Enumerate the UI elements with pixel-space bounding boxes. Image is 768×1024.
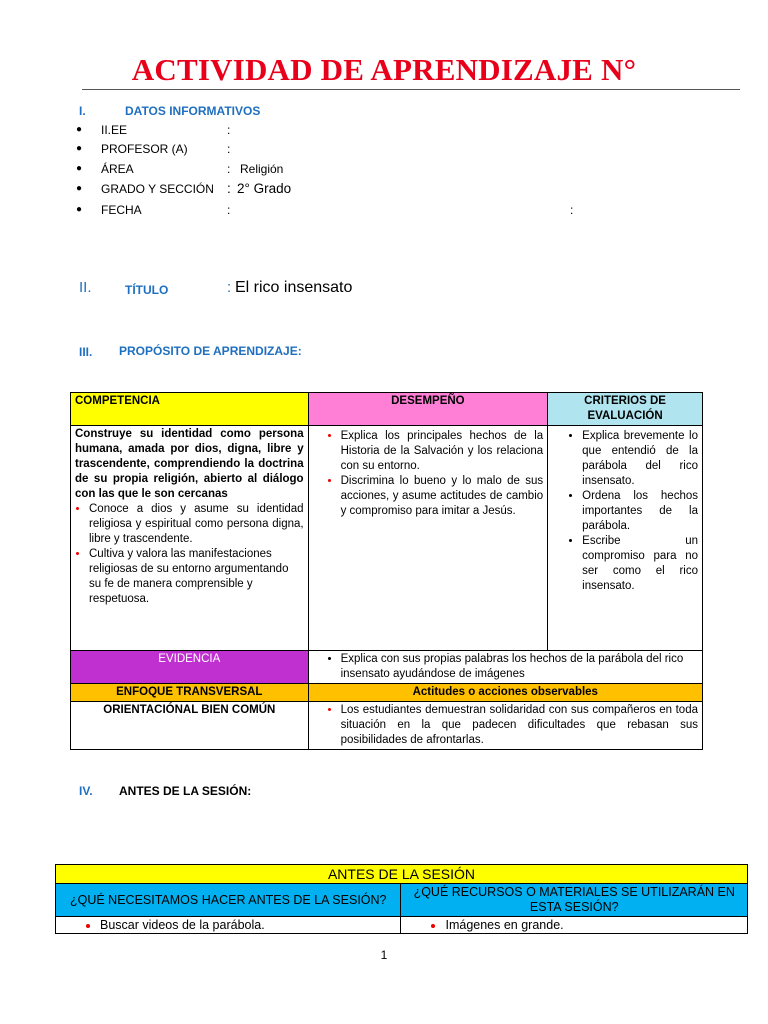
orientacion-cell xyxy=(308,702,702,750)
list-item: • Explica los principales hechos de la Historia de la Salvación y los relaciona con su entorno. xyxy=(341,429,544,474)
orientacion-list xyxy=(313,703,698,748)
antes-sesion-table xyxy=(55,864,748,934)
info-label: FECHA xyxy=(101,203,142,217)
antes-col1-list xyxy=(62,918,394,932)
bullet-icon: ● xyxy=(76,204,83,215)
antes-title: ANTES DE LA SESIÓN xyxy=(56,865,748,884)
info-value: Religión xyxy=(240,162,284,176)
bullet-icon: ● xyxy=(76,183,83,194)
antes-col1-cell xyxy=(56,917,401,934)
info-label: GRADO Y SECCIÓN xyxy=(101,182,214,196)
section-2-sep: : xyxy=(227,279,232,296)
page-number: 1 xyxy=(380,948,388,962)
desempeno-list xyxy=(313,429,544,519)
info-label: ÁREA xyxy=(101,162,134,176)
list-item: • Conoce a dios y asume su identidad religiosa y espiritual como persona digna, libre y trascendente. xyxy=(89,502,304,547)
list-item: • Ordena los hechos importantes de la parábola. xyxy=(582,489,698,534)
evidencia-cell xyxy=(308,651,702,684)
desempeno-cell xyxy=(308,426,548,651)
desempeno-header: DESEMPEÑO xyxy=(308,393,548,426)
criterios-header: CRITERIOS DE EVALUACIÓN xyxy=(548,393,703,426)
criterios-cell xyxy=(548,426,703,651)
competencia-text: Construye su identidad como persona humana, amada por dios, digna, libre y trascendente, comprendiendo la doctrina de su propia religión, abierto al diálogo con las que le son cercanas xyxy=(75,428,304,500)
section-4-number: IV. xyxy=(79,784,93,798)
info-sep: : xyxy=(227,162,231,176)
antes-col2-cell xyxy=(401,917,748,934)
list-item: • Buscar videos de la parábola. xyxy=(100,918,394,932)
info-label: II.EE xyxy=(101,123,128,137)
info-sep: : xyxy=(227,181,231,196)
learning-purpose-table xyxy=(70,392,703,750)
info-sep: : xyxy=(227,123,231,137)
section-3-heading: PROPÓSITO DE APRENDIZAJE: xyxy=(119,344,302,358)
list-item: • Imágenes en grande. xyxy=(445,918,741,932)
enfoque-label: ENFOQUE TRANSVERSAL xyxy=(71,684,309,702)
list-item: • Cultiva y valora las manifestaciones religiosas de su entorno argumentando su fe de manera comprensible y respetuosa. xyxy=(89,547,304,607)
list-item: • Explica brevemente lo que entendió de la parábola del rico insensato. xyxy=(582,429,698,489)
orientacion-label: ORIENTACIÓNAL BIEN COMÚN xyxy=(71,702,309,750)
antes-col2-list xyxy=(407,918,741,932)
info-value: 2° Grado xyxy=(237,181,292,196)
list-item: • Los estudiantes demuestran solidaridad con sus compañeros en toda situación en la que padecen dificultades que rebasan sus posibilidades de afrontarlas. xyxy=(341,703,698,748)
section-2-heading: TÍTULO xyxy=(125,283,169,297)
list-item: • Discrimina lo bueno y lo malo de sus acciones, y asume actitudes de cambio y compromiso para imitar a Jesús. xyxy=(341,474,544,519)
info-sep: : xyxy=(227,203,231,217)
info-label: PROFESOR (A) xyxy=(101,142,188,156)
lesson-title: El rico insensato xyxy=(235,279,353,296)
section-3-number: III. xyxy=(79,345,93,359)
competencia-list xyxy=(75,502,304,607)
actitudes-label: Actitudes o acciones observables xyxy=(308,684,702,702)
title-underline xyxy=(82,89,740,90)
evidencia-list xyxy=(313,652,698,682)
evidencia-label: EVIDENCIA xyxy=(71,651,309,684)
bullet-icon: ● xyxy=(76,163,83,174)
list-item: • Explica con sus propias palabras los hechos de la parábola del rico insensato ayudándose de imágenes xyxy=(341,652,698,682)
section-4-heading: ANTES DE LA SESIÓN: xyxy=(119,784,252,798)
section-1-number: I. xyxy=(79,104,86,118)
competencia-header: COMPETENCIA xyxy=(71,393,309,426)
document-title: ACTIVIDAD DE APRENDIZAJE N° xyxy=(131,52,637,87)
list-item: • Escribe un compromiso para no ser como el rico insensato. xyxy=(582,534,698,594)
competencia-cell xyxy=(71,426,309,651)
info-sep: : xyxy=(227,142,231,156)
criterios-list xyxy=(552,429,698,594)
section-1-heading: DATOS INFORMATIVOS xyxy=(125,104,261,118)
info-extra-sep: : xyxy=(570,203,574,217)
bullet-icon: ● xyxy=(76,124,83,135)
antes-col2-header: ¿QUÉ RECURSOS O MATERIALES SE UTILIZARÁN EN ESTA SESIÓN? xyxy=(401,884,748,917)
antes-col1-header: ¿QUÉ NECESITAMOS HACER ANTES DE LA SESIÓN? xyxy=(56,884,401,917)
bullet-icon: ● xyxy=(76,143,83,154)
section-2-number: II. xyxy=(79,279,92,296)
